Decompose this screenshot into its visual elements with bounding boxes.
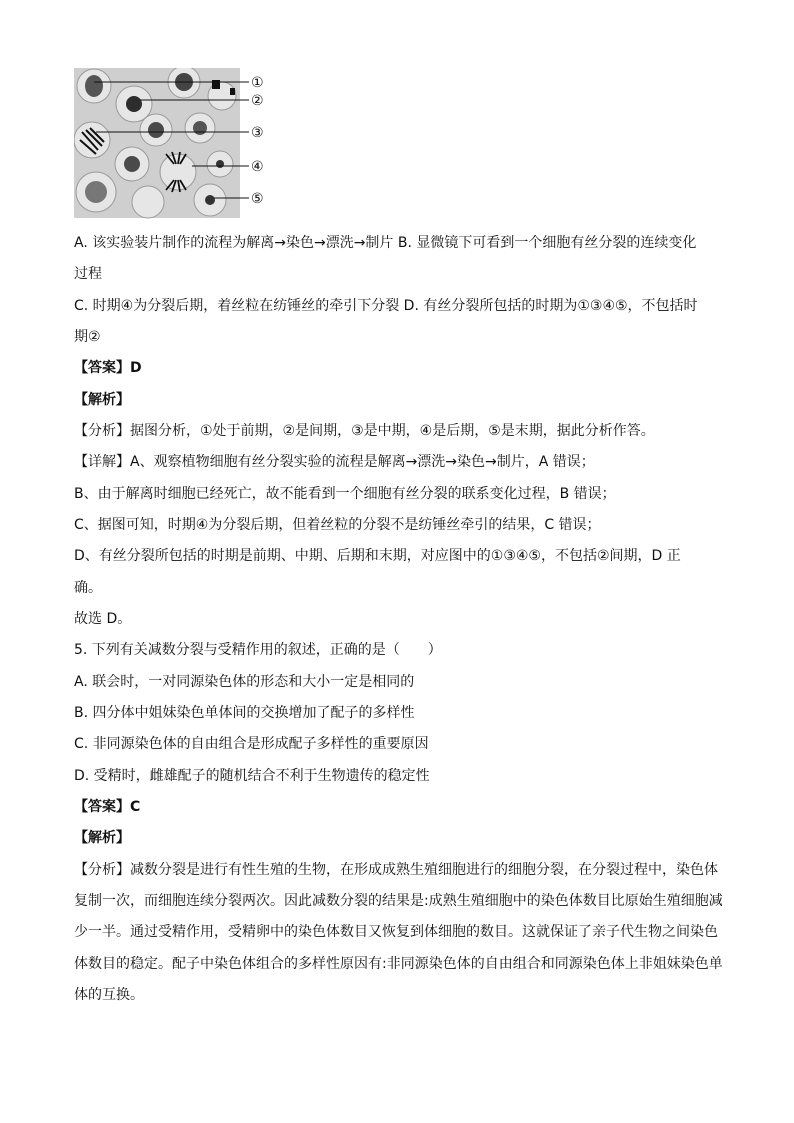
question-5-analysis-line-1: 【分析】减数分裂是进行有性生殖的生物，在形成成熟生殖细胞进行的细胞分裂，在分裂过程中，染色体 bbox=[74, 862, 718, 878]
detail-d: D、有丝分裂所包括的时期是前期、中期、后期和末期，对应图中的①③④⑤，不包括②间期，D 正 bbox=[74, 548, 681, 564]
option-d-continuation: 期② bbox=[74, 329, 101, 345]
detail-b: B、由于解离时细胞已经死亡，故不能看到一个细胞有丝分裂的联系变化过程，B 错误； bbox=[74, 486, 616, 502]
question-5-option-c: C. 非同源染色体的自由组合是形成配子多样性的重要原因 bbox=[74, 736, 429, 752]
question-5-analysis-line-4: 体数目的稳定。配子中染色体组合的多样性原因有:非同源染色体的自由组合和同源染色体上非姐妹染色单 bbox=[74, 956, 723, 972]
question-5-analysis-line-5: 体的互换。 bbox=[74, 987, 144, 1003]
analysis-heading: 【解析】 bbox=[74, 392, 130, 408]
option-c-d-line: C. 时期④为分裂后期，着丝粒在纺锤丝的牵引下分裂 D. 有丝分裂所包括的时期为①③④⑤，不包括时 bbox=[74, 298, 698, 314]
figure-label-4: ④ bbox=[251, 159, 264, 175]
figure-label-3: ③ bbox=[251, 125, 264, 141]
option-a-b-line: A. 该实验装片制作的流程为解离→染色→漂洗→制片 B. 显微镜下可看到一个细胞有丝分裂的连续变化 bbox=[74, 235, 697, 251]
analysis-summary: 【分析】据图分析，①处于前期，②是间期，③是中期，④是后期，⑤是末期，据此分析作答。 bbox=[74, 423, 655, 439]
figure-labels bbox=[251, 75, 264, 207]
question-5-analysis-line-3: 少一半。通过受精作用，受精卵中的染色体数目又恢复到体细胞的数目。这就保证了亲子代生物之间染色 bbox=[74, 924, 718, 940]
micrograph-figure bbox=[74, 68, 274, 220]
detail-d-continuation: 确。 bbox=[74, 580, 102, 596]
question-5-option-a: A. 联会时，一对同源染色体的形态和大小一定是相同的 bbox=[74, 674, 415, 690]
option-b-continuation: 过程 bbox=[74, 266, 102, 282]
question-5-analysis-line-2: 复制一次，而细胞连续分裂两次。因此减数分裂的结果是:成熟生殖细胞中的染色体数目比原始生殖细胞减 bbox=[74, 893, 723, 909]
figure-label-1: ① bbox=[251, 75, 264, 91]
choose-statement: 故选 D。 bbox=[74, 611, 132, 627]
question-5-option-b: B. 四分体中姐妹染色单体间的交换增加了配子的多样性 bbox=[74, 705, 415, 721]
detail-a: 【详解】A、观察植物细胞有丝分裂实验的流程是解离→漂洗→染色→制片，A 错误； bbox=[74, 454, 595, 470]
question-5-analysis-heading: 【解析】 bbox=[74, 830, 130, 846]
figure-label-2: ② bbox=[251, 93, 264, 109]
answer-label: 【答案】D bbox=[74, 360, 142, 376]
question-5-stem: 5. 下列有关减数分裂与受精作用的叙述，正确的是（ ） bbox=[74, 642, 442, 658]
question-5-answer: 【答案】C bbox=[74, 799, 141, 815]
figure-label-5: ⑤ bbox=[251, 191, 264, 207]
question-5-option-d: D. 受精时，雌雄配子的随机结合不利于生物遗传的稳定性 bbox=[74, 768, 430, 784]
detail-c: C、据图可知，时期④为分裂后期，但着丝粒的分裂不是纺锤丝牵引的结果，C 错误； bbox=[74, 517, 601, 533]
